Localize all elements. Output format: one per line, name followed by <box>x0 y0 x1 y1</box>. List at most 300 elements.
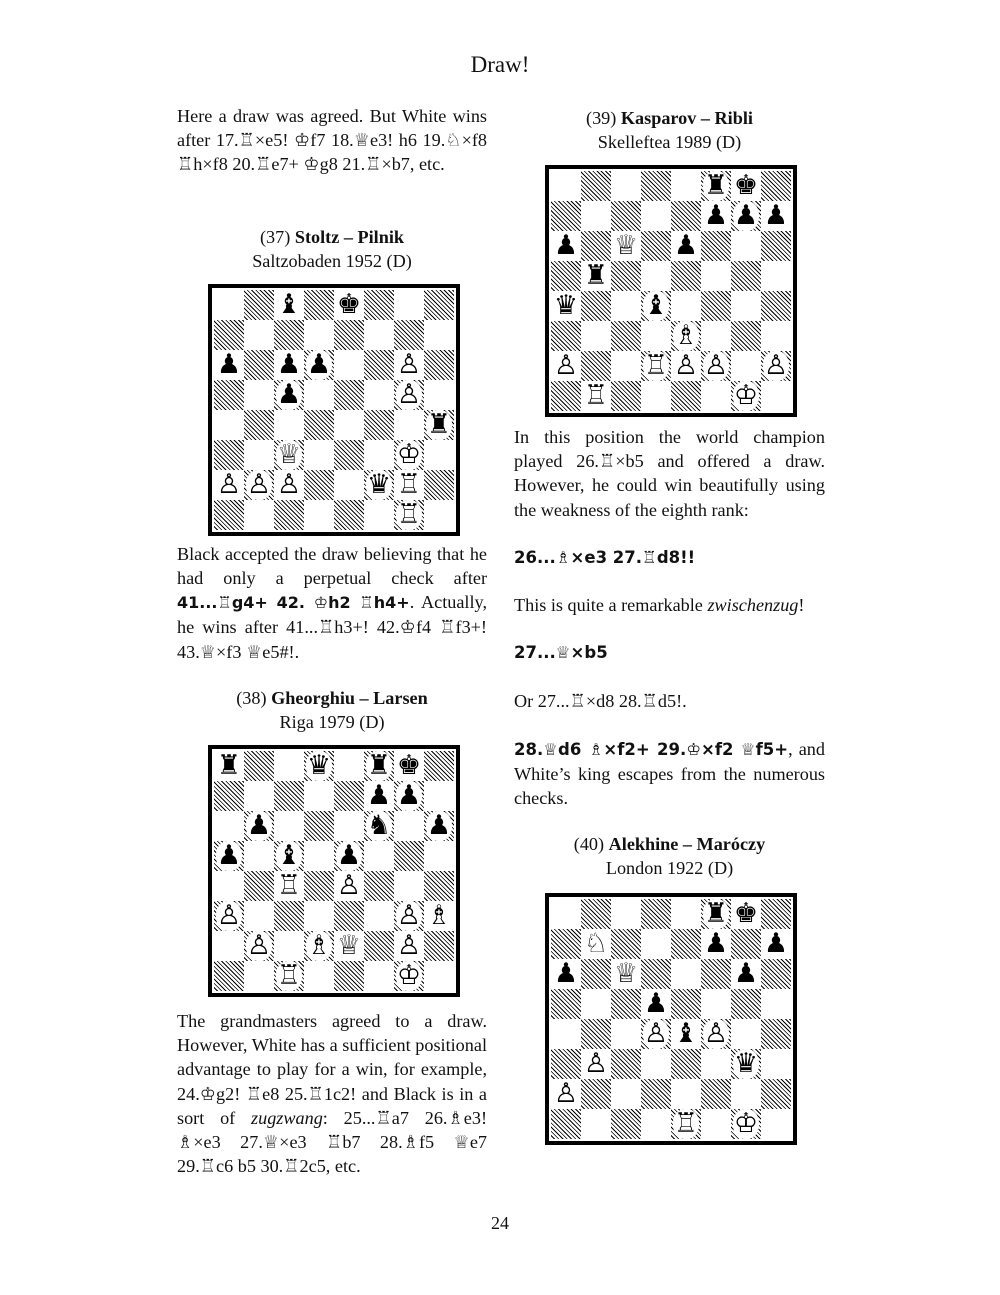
square-f6 <box>364 811 394 841</box>
black-rook-icon: ♜ <box>583 261 609 291</box>
moves-3: 28.♕d6 ♗×f2+ 29.♔×f2 ♕f5+ <box>514 740 789 759</box>
black-bishop-icon: ♝ <box>673 1019 699 1049</box>
square-g2 <box>394 931 424 961</box>
square-h2 <box>761 1079 791 1109</box>
square-a6 <box>214 350 244 380</box>
square-c4 <box>274 871 304 901</box>
square-b2 <box>244 470 274 500</box>
square-c2 <box>274 931 304 961</box>
chess-diagram-40 <box>545 893 797 1145</box>
square-h2 <box>424 470 454 500</box>
square-d8 <box>641 899 671 929</box>
square-a4 <box>551 291 581 321</box>
square-e4 <box>334 410 364 440</box>
square-c7 <box>274 320 304 350</box>
white-pawn-icon: ♙ <box>553 1079 579 1109</box>
square-g8 <box>731 171 761 201</box>
square-c4 <box>274 410 304 440</box>
square-c3 <box>611 321 641 351</box>
square-b5 <box>244 380 274 410</box>
square-f4 <box>701 1019 731 1049</box>
square-b4 <box>581 291 611 321</box>
white-king-icon: ♔ <box>396 440 422 470</box>
black-knight-icon: ♞ <box>366 811 392 841</box>
square-b7 <box>244 320 274 350</box>
game-37-text-b: . Actually, he wins after 41...♖h3+! 42.♔f4 ♖f3+! 43.♕×f3 ♕e5#!. <box>177 592 487 662</box>
square-e1 <box>334 961 364 991</box>
square-g6 <box>731 231 761 261</box>
square-h4 <box>761 291 791 321</box>
game-37-text <box>177 542 487 664</box>
game-37-commentary <box>177 542 487 664</box>
square-e2 <box>334 931 364 961</box>
square-a2 <box>551 1079 581 1109</box>
square-e8 <box>671 899 701 929</box>
black-king-icon: ♚ <box>733 171 759 201</box>
square-c8 <box>611 171 641 201</box>
square-b3 <box>581 1049 611 1079</box>
square-a5 <box>551 261 581 291</box>
black-king-icon: ♚ <box>336 290 362 320</box>
square-a7 <box>551 201 581 231</box>
game-37-moves: 41...♖g4+ 42. ♔h2 ♖h4+ <box>177 593 410 613</box>
square-b1 <box>581 381 611 411</box>
white-rook-icon: ♖ <box>643 351 669 381</box>
square-d5 <box>641 261 671 291</box>
square-a8 <box>214 290 244 320</box>
game-39-event: Skelleftea 1989 (D) <box>597 132 742 152</box>
square-g8 <box>394 751 424 781</box>
square-a4 <box>214 871 244 901</box>
black-pawn-icon: ♟ <box>553 959 579 989</box>
white-queen-icon: ♕ <box>613 231 639 261</box>
black-pawn-icon: ♟ <box>703 929 729 959</box>
moves-2: 27...♕×b5 <box>514 643 608 662</box>
game-37-event: Saltzobaden 1952 (D) <box>252 251 412 271</box>
remark-text <box>514 593 825 617</box>
square-d2 <box>304 931 334 961</box>
square-h1 <box>424 500 454 530</box>
square-e5 <box>334 841 364 871</box>
square-c5 <box>611 989 641 1019</box>
square-g2 <box>731 1079 761 1109</box>
square-e3 <box>334 440 364 470</box>
square-b4 <box>244 871 274 901</box>
square-g6 <box>731 959 761 989</box>
square-b1 <box>244 500 274 530</box>
square-f7 <box>364 781 394 811</box>
square-a3 <box>551 321 581 351</box>
square-e6 <box>334 811 364 841</box>
remark-text-b: ! <box>798 595 805 615</box>
white-queen-icon: ♕ <box>613 959 639 989</box>
game-40-heading <box>514 832 825 880</box>
square-a5 <box>214 841 244 871</box>
square-a3 <box>551 1049 581 1079</box>
square-e2 <box>671 1079 701 1109</box>
square-d1 <box>641 381 671 411</box>
square-d6 <box>641 959 671 989</box>
game-38-event: Riga 1979 (D) <box>279 712 385 732</box>
square-g4 <box>731 1019 761 1049</box>
game-38-title <box>177 686 487 710</box>
game-37-players: Stoltz – Pilnik <box>294 227 404 247</box>
square-c1 <box>611 381 641 411</box>
moves-line-2 <box>514 641 825 665</box>
square-c4 <box>611 1019 641 1049</box>
square-c6 <box>274 350 304 380</box>
square-h7 <box>761 929 791 959</box>
square-e8 <box>334 751 364 781</box>
game-38-commentary <box>177 1009 487 1178</box>
square-b7 <box>581 201 611 231</box>
square-e7 <box>671 929 701 959</box>
square-d3 <box>304 440 334 470</box>
square-e7 <box>334 781 364 811</box>
square-h5 <box>761 261 791 291</box>
square-a3 <box>214 901 244 931</box>
square-f2 <box>364 931 394 961</box>
black-pawn-icon: ♟ <box>306 350 332 380</box>
square-c8 <box>611 899 641 929</box>
square-d1 <box>304 961 334 991</box>
square-f8 <box>701 171 731 201</box>
square-h7 <box>424 781 454 811</box>
square-c5 <box>611 261 641 291</box>
square-c7 <box>274 781 304 811</box>
square-a2 <box>214 470 244 500</box>
white-king-icon: ♔ <box>733 381 759 411</box>
square-g7 <box>731 201 761 231</box>
square-e7 <box>671 201 701 231</box>
or-paragraph <box>514 689 825 713</box>
chess-diagram-37 <box>208 284 460 536</box>
square-d4 <box>641 1019 671 1049</box>
square-e6 <box>671 959 701 989</box>
page-header: Draw! <box>470 52 530 77</box>
square-g4 <box>731 291 761 321</box>
black-rook-icon: ♜ <box>703 171 729 201</box>
square-h7 <box>761 201 791 231</box>
white-pawn-icon: ♙ <box>673 351 699 381</box>
square-g4 <box>394 871 424 901</box>
square-e1 <box>671 381 701 411</box>
square-d8 <box>641 171 671 201</box>
square-g6 <box>394 350 424 380</box>
square-a2 <box>214 931 244 961</box>
square-d6 <box>304 811 334 841</box>
square-c1 <box>274 961 304 991</box>
square-b2 <box>581 351 611 381</box>
square-f2 <box>701 351 731 381</box>
square-d7 <box>304 320 334 350</box>
black-rook-icon: ♜ <box>366 751 392 781</box>
square-h3 <box>761 1049 791 1079</box>
square-a4 <box>551 1019 581 1049</box>
square-c1 <box>611 1109 641 1139</box>
square-a7 <box>214 781 244 811</box>
square-d3 <box>304 901 334 931</box>
black-pawn-icon: ♟ <box>763 929 789 959</box>
square-g2 <box>731 351 761 381</box>
square-e1 <box>334 500 364 530</box>
game-38-text <box>177 1009 487 1178</box>
square-c2 <box>611 351 641 381</box>
square-f8 <box>364 751 394 781</box>
square-a7 <box>214 320 244 350</box>
square-e4 <box>671 291 701 321</box>
square-g1 <box>394 500 424 530</box>
black-pawn-icon: ♟ <box>733 959 759 989</box>
square-f4 <box>701 291 731 321</box>
square-f5 <box>701 989 731 1019</box>
game-38-text-b: : 25...♖a7 26.♗e3! ♗×e3 27.♕×e3 ♖b7 28.♗f5 ♕e7 29.♖c6 b5 30.♖2c5, etc. <box>177 1107 487 1177</box>
white-pawn-icon: ♙ <box>246 470 272 500</box>
square-b2 <box>581 1079 611 1109</box>
square-h2 <box>761 351 791 381</box>
square-e6 <box>334 350 364 380</box>
square-f1 <box>364 961 394 991</box>
square-f3 <box>701 1049 731 1079</box>
square-g3 <box>394 901 424 931</box>
square-d5 <box>304 380 334 410</box>
square-c1 <box>274 500 304 530</box>
square-f7 <box>701 201 731 231</box>
square-h4 <box>424 410 454 440</box>
white-pawn-icon: ♙ <box>276 470 302 500</box>
black-bishop-icon: ♝ <box>276 841 302 871</box>
square-d7 <box>641 929 671 959</box>
moves-line-1 <box>514 546 825 570</box>
game-40-event: London 1922 (D) <box>605 858 734 878</box>
white-rook-icon: ♖ <box>276 961 302 991</box>
square-f2 <box>701 1079 731 1109</box>
square-h7 <box>424 320 454 350</box>
white-knight-icon: ♘ <box>583 929 609 959</box>
moves-line-3 <box>514 737 825 810</box>
square-e5 <box>334 380 364 410</box>
black-pawn-icon: ♟ <box>216 350 242 380</box>
square-e6 <box>671 231 701 261</box>
black-pawn-icon: ♟ <box>216 841 242 871</box>
white-queen-icon: ♕ <box>336 931 362 961</box>
square-h3 <box>761 321 791 351</box>
black-pawn-icon: ♟ <box>246 811 272 841</box>
square-c7 <box>611 201 641 231</box>
square-e5 <box>671 989 701 1019</box>
square-d3 <box>641 1049 671 1079</box>
square-d2 <box>641 351 671 381</box>
square-c3 <box>274 901 304 931</box>
square-b4 <box>581 1019 611 1049</box>
square-h2 <box>424 931 454 961</box>
black-pawn-icon: ♟ <box>276 380 302 410</box>
square-e1 <box>671 1109 701 1139</box>
square-e5 <box>671 261 701 291</box>
black-rook-icon: ♜ <box>703 899 729 929</box>
square-g6 <box>394 811 424 841</box>
white-king-icon: ♔ <box>396 961 422 991</box>
square-g7 <box>394 320 424 350</box>
square-b6 <box>581 959 611 989</box>
square-e2 <box>671 351 701 381</box>
square-d5 <box>304 841 334 871</box>
white-pawn-icon: ♙ <box>703 351 729 381</box>
square-f5 <box>364 841 394 871</box>
square-g5 <box>394 841 424 871</box>
square-e8 <box>334 290 364 320</box>
page-number: 24 <box>491 1213 509 1233</box>
game-38-heading <box>177 686 487 734</box>
square-g2 <box>394 470 424 500</box>
square-g5 <box>731 261 761 291</box>
square-b3 <box>244 901 274 931</box>
black-bishop-icon: ♝ <box>643 291 669 321</box>
square-f5 <box>364 380 394 410</box>
white-pawn-icon: ♙ <box>396 901 422 931</box>
black-pawn-icon: ♟ <box>673 231 699 261</box>
square-c6 <box>274 811 304 841</box>
black-pawn-icon: ♟ <box>336 841 362 871</box>
square-c4 <box>611 291 641 321</box>
square-b8 <box>244 751 274 781</box>
square-a5 <box>214 380 244 410</box>
square-f3 <box>364 440 394 470</box>
square-h1 <box>761 1109 791 1139</box>
square-f6 <box>701 231 731 261</box>
square-b3 <box>581 321 611 351</box>
square-c2 <box>611 1079 641 1109</box>
square-g4 <box>394 410 424 440</box>
white-pawn-icon: ♙ <box>763 351 789 381</box>
game-40-title <box>514 832 825 856</box>
white-bishop-icon: ♗ <box>426 901 452 931</box>
square-a1 <box>551 1109 581 1139</box>
white-pawn-icon: ♙ <box>703 1019 729 1049</box>
square-a7 <box>551 929 581 959</box>
square-c2 <box>274 470 304 500</box>
square-h1 <box>761 381 791 411</box>
black-rook-icon: ♜ <box>426 410 452 440</box>
black-rook-icon: ♜ <box>216 751 242 781</box>
square-a8 <box>214 751 244 781</box>
game-37-title <box>177 225 487 249</box>
square-h8 <box>761 899 791 929</box>
square-e4 <box>671 1019 701 1049</box>
white-rook-icon: ♖ <box>276 871 302 901</box>
black-queen-icon: ♛ <box>733 1049 759 1079</box>
zugzwang-term: zugzwang <box>251 1107 323 1128</box>
black-pawn-icon: ♟ <box>396 781 422 811</box>
intro-paragraph: Here a draw was agreed. But White wins after 17.♖×e5! ♔f7 18.♕e3! h6 19.♘×f8 ♖h×f8 20.♖e7+ ♔g8 21.♖×b7, etc. <box>177 106 487 175</box>
white-pawn-icon: ♙ <box>396 350 422 380</box>
square-g3 <box>394 440 424 470</box>
square-b5 <box>581 261 611 291</box>
square-f2 <box>364 470 394 500</box>
moves-3-paragraph <box>514 737 825 810</box>
square-b7 <box>244 781 274 811</box>
square-a4 <box>214 410 244 440</box>
square-h6 <box>761 959 791 989</box>
black-pawn-icon: ♟ <box>553 231 579 261</box>
square-g3 <box>731 1049 761 1079</box>
square-d7 <box>304 781 334 811</box>
white-queen-icon: ♕ <box>276 440 302 470</box>
square-b6 <box>581 231 611 261</box>
square-b8 <box>244 290 274 320</box>
square-g7 <box>731 929 761 959</box>
square-b3 <box>244 440 274 470</box>
game-39-commentary <box>514 425 825 522</box>
chess-diagram-38 <box>208 745 460 997</box>
square-e2 <box>334 470 364 500</box>
or-text: Or 27...♖×d8 28.♖d5!. <box>514 691 687 711</box>
square-b1 <box>581 1109 611 1139</box>
square-d6 <box>641 231 671 261</box>
black-pawn-icon: ♟ <box>703 201 729 231</box>
square-c7 <box>611 929 641 959</box>
chess-diagram-39 <box>545 165 797 417</box>
game-39-players: Kasparov – Ribli <box>620 108 753 128</box>
game-38-number: (38) <box>236 688 267 708</box>
game-40-players: Alekhine – Maróczy <box>608 834 766 854</box>
square-d7 <box>641 201 671 231</box>
black-pawn-icon: ♟ <box>763 201 789 231</box>
square-g5 <box>394 380 424 410</box>
square-a6 <box>551 231 581 261</box>
square-c5 <box>274 841 304 871</box>
square-g7 <box>394 781 424 811</box>
square-g1 <box>731 381 761 411</box>
square-d1 <box>641 1109 671 1139</box>
square-a5 <box>551 989 581 1019</box>
square-b1 <box>244 961 274 991</box>
square-e3 <box>334 901 364 931</box>
square-h5 <box>761 989 791 1019</box>
black-bishop-icon: ♝ <box>276 290 302 320</box>
square-g5 <box>731 989 761 1019</box>
square-a6 <box>214 811 244 841</box>
game-37-number: (37) <box>260 227 291 247</box>
white-pawn-icon: ♙ <box>216 470 242 500</box>
square-g8 <box>731 899 761 929</box>
square-f6 <box>364 350 394 380</box>
square-a1 <box>551 381 581 411</box>
square-h1 <box>424 961 454 991</box>
white-pawn-icon: ♙ <box>396 931 422 961</box>
square-f4 <box>364 410 394 440</box>
black-pawn-icon: ♟ <box>366 781 392 811</box>
moves-1: 26...♗×e3 27.♖d8!! <box>514 548 696 567</box>
square-f7 <box>701 929 731 959</box>
square-h6 <box>424 811 454 841</box>
remark-paragraph <box>514 593 825 617</box>
game-39-title <box>514 106 825 130</box>
square-h8 <box>424 751 454 781</box>
king-escapes-text: , and White’s king escapes from the numerous checks. <box>514 739 825 809</box>
square-h8 <box>424 290 454 320</box>
square-a1 <box>214 500 244 530</box>
white-pawn-icon: ♙ <box>583 1049 609 1079</box>
square-f3 <box>364 901 394 931</box>
square-d2 <box>641 1079 671 1109</box>
white-pawn-icon: ♙ <box>336 871 362 901</box>
square-b5 <box>581 989 611 1019</box>
square-b6 <box>244 350 274 380</box>
square-d2 <box>304 470 334 500</box>
white-pawn-icon: ♙ <box>396 380 422 410</box>
square-b6 <box>244 811 274 841</box>
